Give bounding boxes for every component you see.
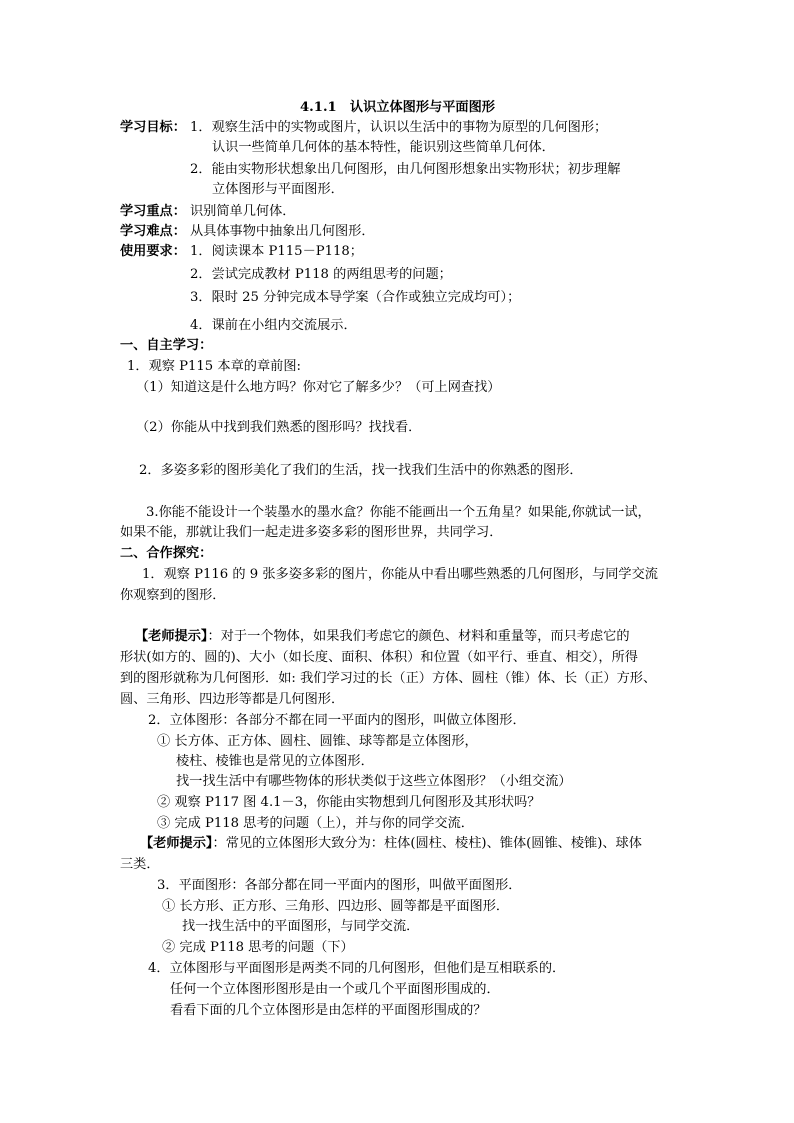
section-2-p3: 3．平面图形：各部分都在同一平面内的图形，叫做平面图形．: [157, 878, 522, 893]
section-1-q1b: （2）你能从中找到我们熟悉的图形吗？找找看．: [136, 420, 422, 435]
section-2-p3-c1-line-2: 找一找生活中的平面图形，与同学交流．: [182, 919, 420, 934]
section-1-heading: 一、自主学习：: [120, 338, 213, 353]
objective-2-line-2: 立体图形与平面图形．: [212, 182, 344, 197]
key-point-text: 识别简单几何体．: [190, 204, 296, 219]
section-1-q1: 1．观察 P115 本章的章前图:: [127, 359, 301, 374]
section-2-p2-c1-line-2: 棱柱、棱锥也是常见的立体图形．: [176, 754, 374, 769]
page-title: 4.1.1 认识立体图形与平面图形: [300, 100, 495, 115]
teacher-tip-1: [135, 628, 630, 646]
section-2-p4-line-3: 看看下面的几个立体图形是由怎样的平面图形围成的？: [170, 1003, 487, 1018]
teacher-tip-1-line-1: ：对于一个物体，如果我们考虑它的颜色、材料和重量等，而只考虑它的: [207, 629, 630, 644]
teacher-tip-1-label: 【老师提示】: [135, 629, 208, 644]
section-2-p3-c2: ② 完成 P118 思考的问题（下）: [162, 940, 354, 955]
section-1-q3-line-2: 如果不能，那就让我们一起走进多姿多彩的图形世界，共同学习．: [120, 525, 503, 540]
section-2-heading: 二、合作探究：: [120, 546, 213, 561]
objective-1-line-1: 1．观察生活中的实物或图片，认识以生活中的事物为原型的几何图形；: [190, 120, 608, 135]
teacher-tip-1-line-4: 圆、三角形、四边形等都是几何图形．: [120, 692, 345, 707]
difficulty-label: 学习难点：: [120, 224, 186, 239]
section-2-p4-line-2: 任何一个立体图形图形是由一个或几个平面图形围成的．: [170, 982, 500, 997]
section-2-p2-c1-line-3: 找一找生活中有哪些物体的形状类似于这些立体图形？（小组交流）: [176, 774, 572, 789]
section-2-p4-line-1: 4．立体图形与平面图形是两类不同的几何图形，但他们是互相联系的．: [148, 961, 566, 976]
section-1-q2: 2．多姿多彩的图形美化了我们的生活，找一找我们生活中的你熟悉的图形．: [139, 463, 583, 478]
requirement-3: 3．限时 25 分钟完成本导学案（合作或独立完成均可）；: [190, 290, 521, 305]
key-point-label: 学习重点：: [120, 204, 186, 219]
teacher-tip-2-line-2: 三类．: [120, 857, 160, 872]
objective-1-line-2: 认识一些简单几何体的基本特性，能识别这些简单几何体．: [212, 140, 555, 155]
difficulty-text: 从具体事物中抽象出几何图形．: [190, 224, 375, 239]
requirement-1: 1．阅读课本 P115－P118；: [190, 244, 363, 259]
section-2-p2-c2: ② 观察 P117 图 4.1－3，你能由实物想到几何图形及其形状吗？: [157, 795, 541, 810]
section-2-p1-line-1: 1．观察 P116 的 9 张多姿多彩的图片，你能从中看出哪些熟悉的几何图形，与同学交流: [142, 567, 658, 582]
requirement-4: 4．课前在小组内交流展示．: [190, 318, 357, 333]
teacher-tip-2: [140, 835, 642, 853]
requirement-2: 2．尝试完成教材 P118 的两组思考的问题；: [190, 267, 452, 282]
teacher-tip-2-label: 【老师提示】: [140, 836, 213, 851]
section-2-p2: 2．立体图形：各部分不都在同一平面内的图形，叫做立体图形．: [148, 713, 526, 728]
teacher-tip-2-line-1: ：常见的立体图形大致分为：柱体(圆柱、棱柱)、锥体(圆锥、棱锥)、球体: [212, 836, 642, 851]
objective-2-line-1: 2．能由实物形状想象出几何图形，由几何图形想象出实物形状；初步理解: [190, 162, 621, 177]
teacher-tip-1-line-3: 到的图形就称为几何图形．如: 我们学习过的长（正）方体、圆柱（锥）体、长（正）方形、: [120, 671, 657, 686]
section-2-p2-c1-line-1: ① 长方体、正方体、圆柱、圆锥、球等都是立体图形，: [157, 734, 478, 749]
section-2-p1-line-2: 你观察到的图形．: [120, 588, 226, 603]
requirements-label: 使用要求：: [120, 244, 186, 259]
section-2-p3-c1-line-1: ① 长方形、正方形、三角形、四边形、圆等都是平面图形．: [162, 899, 510, 914]
section-1-q1a: （1）知道这是什么地方吗？你对它了解多少？（可上网查找）: [136, 380, 501, 395]
section-2-p2-c3: ③ 完成 P118 思考的问题（上），并与你的同学交流．: [157, 816, 474, 831]
section-1-q3-line-1: 3.你能不能设计一个装墨水的墨水盒？你能不能画出一个五角星？如果能,你就试一试，: [146, 505, 651, 520]
objectives-label: 学习目标：: [120, 120, 186, 135]
teacher-tip-1-line-2: 形状(如方的、圆的)、大小（如长度、面积、体积）和位置（如平行、垂直、相交），所得: [120, 650, 638, 665]
